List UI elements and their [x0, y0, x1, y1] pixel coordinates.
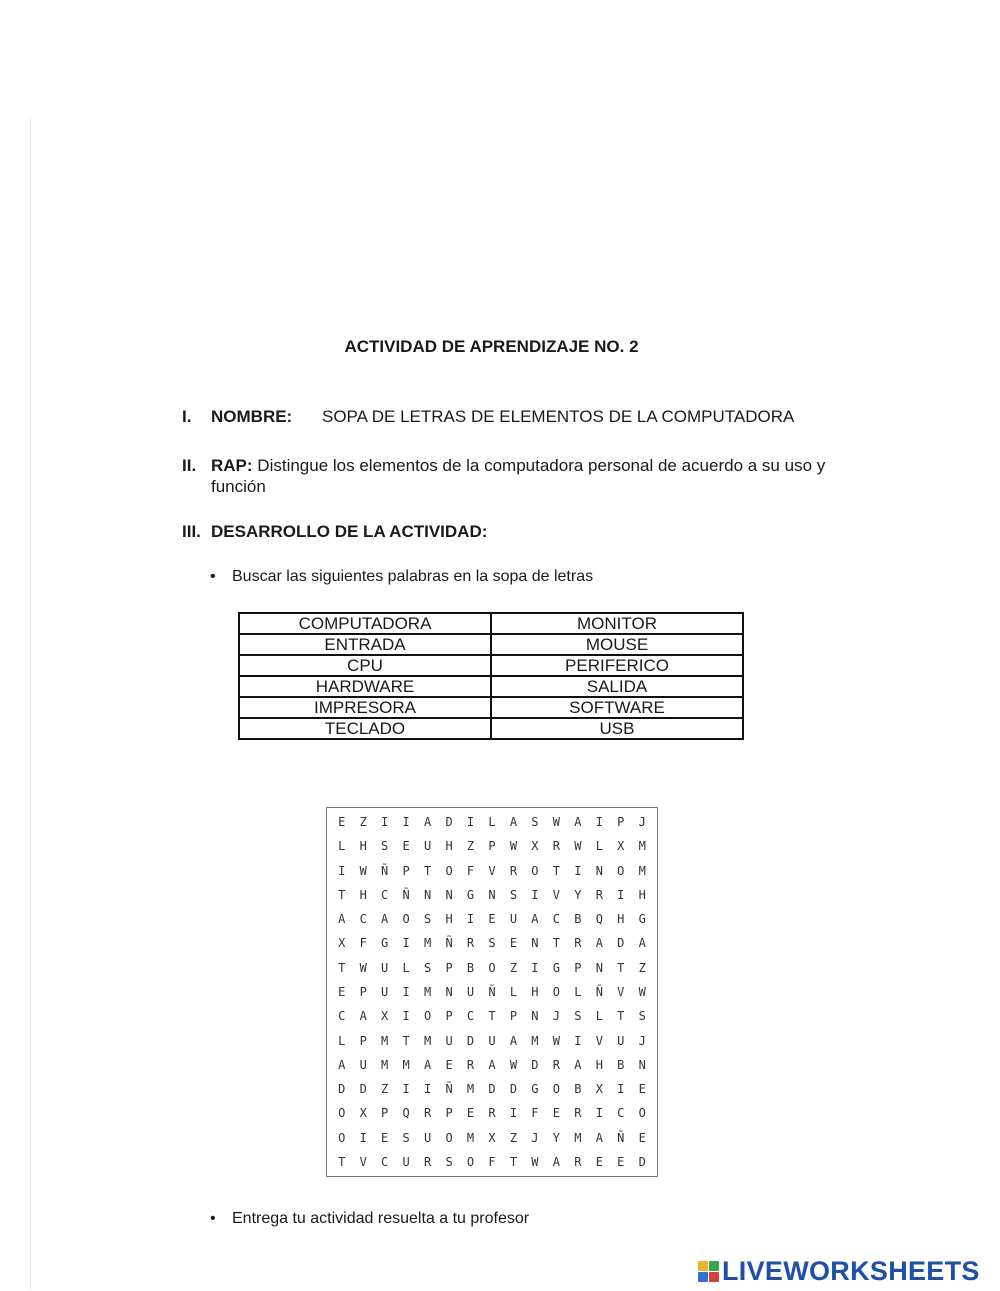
grid-letter: P	[402, 863, 410, 878]
grid-letter: U	[509, 912, 518, 927]
grid-letter: M	[638, 863, 646, 878]
grid-letter: E	[509, 936, 518, 951]
grid-letter: U	[381, 984, 389, 999]
word-cell: IMPRESORA	[239, 697, 491, 718]
grid-letter: W	[359, 863, 367, 878]
word-row	[239, 634, 743, 655]
grid-letter: N	[445, 887, 453, 902]
grid-letter: I	[466, 815, 475, 830]
word-cell: MONITOR	[491, 613, 743, 634]
word-row	[239, 718, 743, 739]
grid-letter: W	[509, 1057, 518, 1072]
grid-letter: U	[381, 960, 389, 975]
grid-letter: E	[617, 1154, 625, 1169]
grid-letter: V	[595, 1033, 603, 1048]
logo-icon	[698, 1261, 719, 1282]
grid-letter: X	[617, 839, 625, 854]
grid-letter: E	[445, 1057, 453, 1072]
grid-letter: M	[423, 936, 432, 951]
grid-letter: N	[531, 936, 539, 951]
grid-letter: A	[381, 912, 389, 927]
grid-letter: T	[617, 1009, 625, 1024]
grid-letter: B	[466, 960, 475, 975]
grid-letter: R	[595, 887, 603, 902]
grid-letter: H	[531, 984, 539, 999]
grid-letter: O	[445, 863, 453, 878]
grid-letter: O	[552, 984, 560, 999]
grid-letter: S	[381, 839, 389, 854]
grid-letter: I	[402, 1082, 410, 1097]
grid-letter: O	[338, 1130, 346, 1145]
grid-letter: D	[445, 815, 453, 830]
grid-letter: J	[638, 815, 646, 830]
grid-letter: G	[381, 936, 389, 951]
grid-letter: H	[617, 912, 625, 927]
grid-letter: M	[381, 1033, 389, 1048]
grid-letter: U	[488, 1033, 496, 1048]
grid-letter: P	[359, 984, 367, 999]
grid-letter: E	[595, 1154, 603, 1169]
bullet-dot: •	[210, 568, 216, 585]
grid-letter: S	[445, 1154, 453, 1169]
grid-letter: R	[552, 839, 560, 854]
grid-letter: Y	[574, 887, 582, 902]
grid-letter: U	[466, 984, 475, 999]
grid-letter: Ñ	[617, 1130, 625, 1145]
grid-letter: Z	[466, 839, 475, 854]
grid-letter: G	[638, 912, 646, 927]
grid-letter: O	[552, 1082, 560, 1097]
grid-letter: I	[595, 1106, 603, 1121]
grid-letter: U	[617, 1033, 625, 1048]
section-desarrollo	[182, 521, 822, 542]
grid-letter: P	[574, 960, 582, 975]
grid-letter: D	[617, 936, 625, 951]
grid-letter: R	[423, 1106, 432, 1121]
grid-letter: A	[509, 1033, 518, 1048]
word-cell: USB	[491, 718, 743, 739]
grid-letter: Y	[552, 1130, 560, 1145]
word-cell: MOUSE	[491, 634, 743, 655]
grid-letter: B	[617, 1057, 625, 1072]
grid-letter: A	[531, 912, 539, 927]
grid-letter: M	[638, 839, 646, 854]
grid-letter: A	[488, 1057, 496, 1072]
grid-letter: E	[552, 1106, 560, 1121]
grid-letter: F	[531, 1106, 539, 1121]
grid-letter: V	[359, 1154, 367, 1169]
grid-letter: Ñ	[488, 984, 496, 999]
grid-letter: W	[509, 839, 518, 854]
grid-letter: M	[466, 1130, 475, 1145]
grid-letter: P	[359, 1033, 367, 1048]
grid-letter: C	[381, 1154, 389, 1169]
grid-letter: L	[338, 1033, 346, 1048]
grid-letter: P	[445, 1009, 453, 1024]
grid-letter: P	[617, 815, 625, 830]
grid-letter: I	[617, 1082, 625, 1097]
grid-letter: H	[359, 839, 367, 854]
grid-letter: W	[552, 1033, 560, 1048]
grid-letter: T	[338, 960, 346, 975]
desarrollo-label: DESARROLLO DE LA ACTIVIDAD:	[211, 522, 488, 541]
word-cell: SALIDA	[491, 676, 743, 697]
grid-letter: S	[423, 912, 432, 927]
word-cell: CPU	[239, 655, 491, 676]
grid-letter: Q	[402, 1106, 410, 1121]
grid-letter: I	[423, 1082, 432, 1097]
grid-letter: Z	[359, 815, 367, 830]
grid-letter: O	[423, 1009, 432, 1024]
grid-letter: L	[509, 984, 518, 999]
grid-letter: I	[531, 887, 539, 902]
grid-letter: O	[445, 1130, 453, 1145]
grid-letter: D	[466, 1033, 475, 1048]
grid-letter: I	[574, 863, 582, 878]
liveworksheets-logo	[698, 1256, 980, 1286]
grid-letter: M	[423, 984, 432, 999]
grid-letter: I	[402, 815, 410, 830]
grid-letter: V	[617, 984, 625, 999]
grid-letter: E	[402, 839, 410, 854]
grid-letter: R	[552, 1057, 560, 1072]
grid-letter: T	[488, 1009, 496, 1024]
delivery-text: Entrega tu actividad resuelta a tu profesor	[232, 1210, 530, 1227]
grid-letter: O	[531, 863, 539, 878]
logo-square	[709, 1261, 719, 1271]
grid-letter: G	[466, 887, 475, 902]
grid-letter: N	[595, 960, 603, 975]
grid-letter: B	[574, 1082, 582, 1097]
grid-letter: U	[445, 1033, 453, 1048]
grid-letter: H	[359, 887, 367, 902]
grid-letter: X	[595, 1082, 603, 1097]
grid-letter: I	[595, 815, 603, 830]
grid-letter: C	[338, 1009, 346, 1024]
rap-label: RAP:	[211, 456, 253, 475]
grid-letter: E	[338, 984, 346, 999]
grid-letter: O	[488, 960, 496, 975]
instruction-text: Buscar las siguientes palabras en la sopa de letras	[232, 568, 594, 585]
grid-letter: U	[423, 1130, 432, 1145]
delivery-bullet	[210, 1210, 529, 1228]
grid-letter: T	[509, 1154, 518, 1169]
grid-letter: W	[574, 839, 582, 854]
grid-letter: D	[359, 1082, 367, 1097]
grid-letter: S	[488, 936, 496, 951]
section-number: II.	[182, 456, 197, 475]
grid-letter: J	[552, 1009, 560, 1024]
section-number: I.	[182, 407, 192, 426]
grid-letter: B	[574, 912, 582, 927]
grid-letter: H	[445, 839, 453, 854]
grid-letter: D	[638, 1154, 646, 1169]
grid-letter: R	[488, 1106, 496, 1121]
word-row	[239, 697, 743, 718]
grid-letter: P	[445, 960, 453, 975]
grid-letter: Ñ	[445, 936, 453, 951]
grid-letter: S	[574, 1009, 582, 1024]
word-cell: PERIFERICO	[491, 655, 743, 676]
grid-letter: I	[402, 936, 410, 951]
grid-letter: E	[381, 1130, 389, 1145]
grid-letter: G	[531, 1082, 539, 1097]
section-rap	[182, 455, 832, 497]
grid-letter: M	[466, 1082, 475, 1097]
word-cell: COMPUTADORA	[239, 613, 491, 634]
grid-letter: T	[552, 936, 560, 951]
grid-letter: A	[638, 936, 646, 951]
grid-letter: Z	[638, 960, 646, 975]
grid-letter: Z	[509, 1130, 518, 1145]
grid-letter: D	[531, 1057, 539, 1072]
grid-letter: M	[381, 1057, 389, 1072]
grid-letter: N	[638, 1057, 646, 1072]
grid-letter: R	[509, 863, 518, 878]
grid-letter: D	[509, 1082, 518, 1097]
grid-letter: A	[338, 912, 346, 927]
grid-letter: W	[531, 1154, 539, 1169]
grid-letter: D	[488, 1082, 496, 1097]
grid-letter: T	[338, 887, 346, 902]
grid-letter: U	[359, 1057, 367, 1072]
grid-letter: P	[509, 1009, 518, 1024]
nombre-label: NOMBRE:	[211, 407, 293, 426]
word-cell: TECLADO	[239, 718, 491, 739]
grid-letter: A	[338, 1057, 346, 1072]
rap-text: Distingue los elementos de la computadora personal de acuerdo a su uso y función	[211, 456, 826, 496]
grid-letter: P	[488, 839, 496, 854]
grid-letter: Q	[595, 912, 603, 927]
grid-letter: V	[552, 887, 560, 902]
grid-letter: T	[423, 863, 432, 878]
grid-letter: A	[552, 1154, 560, 1169]
word-row	[239, 655, 743, 676]
grid-letter: L	[488, 815, 496, 830]
grid-letter: R	[574, 1106, 582, 1121]
page-edge	[30, 118, 31, 1290]
bullet-dot: •	[210, 1210, 216, 1227]
grid-letter: I	[466, 912, 475, 927]
grid-letter: L	[595, 1009, 603, 1024]
grid-letter: X	[488, 1130, 496, 1145]
grid-letter: A	[595, 936, 603, 951]
grid-letter: I	[402, 984, 410, 999]
grid-letter: U	[402, 1154, 410, 1169]
grid-letter: X	[359, 1106, 367, 1121]
grid-letter: I	[381, 815, 389, 830]
grid-letter: P	[445, 1106, 453, 1121]
word-cell: SOFTWARE	[491, 697, 743, 718]
grid-letter: A	[359, 1009, 367, 1024]
grid-letter: R	[423, 1154, 432, 1169]
page-title: ACTIVIDAD DE APRENDIZAJE NO. 2	[344, 337, 639, 356]
grid-letter: A	[423, 1057, 432, 1072]
grid-letter: Ñ	[445, 1082, 453, 1097]
grid-letter: V	[488, 863, 496, 878]
word-list-table	[238, 612, 744, 740]
grid-letter: N	[531, 1009, 539, 1024]
grid-letter: I	[359, 1130, 367, 1145]
grid-letter: R	[466, 1057, 475, 1072]
grid-letter: G	[552, 960, 560, 975]
logo-square	[709, 1272, 719, 1282]
grid-letter: I	[531, 960, 539, 975]
grid-letter: C	[552, 912, 560, 927]
grid-letter: N	[488, 887, 496, 902]
grid-letter: O	[617, 863, 625, 878]
grid-letter: C	[617, 1106, 625, 1121]
grid-letter: X	[381, 1009, 389, 1024]
grid-letter: O	[338, 1106, 346, 1121]
grid-letter: L	[595, 839, 603, 854]
grid-letter: I	[338, 863, 346, 878]
word-cell: ENTRADA	[239, 634, 491, 655]
word-cell: HARDWARE	[239, 676, 491, 697]
grid-letter: W	[552, 815, 560, 830]
grid-letter: Ñ	[381, 863, 389, 878]
grid-letter: N	[445, 984, 453, 999]
grid-letter: E	[338, 815, 346, 830]
grid-letter: T	[402, 1033, 410, 1048]
grid-letter: W	[638, 984, 646, 999]
grid-letter: E	[638, 1082, 646, 1097]
grid-letter: R	[574, 936, 582, 951]
grid-letter: Ñ	[402, 887, 410, 902]
grid-letter: T	[338, 1154, 346, 1169]
grid-letter: E	[638, 1130, 646, 1145]
grid-letter: N	[423, 887, 432, 902]
word-row	[239, 613, 743, 634]
grid-letter: M	[574, 1130, 582, 1145]
grid-letter: S	[531, 815, 539, 830]
grid-letter: M	[402, 1057, 410, 1072]
grid-letter: N	[595, 863, 603, 878]
grid-letter: L	[402, 960, 410, 975]
grid-letter: S	[509, 887, 518, 902]
grid-letter: S	[638, 1009, 646, 1024]
nombre-value: SOPA DE LETRAS DE ELEMENTOS DE LA COMPUTADORA	[322, 407, 795, 426]
grid-letter: O	[402, 912, 410, 927]
word-search-grid	[326, 807, 658, 1177]
grid-letter: I	[617, 887, 625, 902]
grid-letter: A	[574, 815, 582, 830]
grid-letter: S	[402, 1130, 410, 1145]
word-row	[239, 676, 743, 697]
grid-letter: E	[488, 912, 496, 927]
grid-letter: F	[488, 1154, 496, 1169]
grid-letter: C	[359, 912, 367, 927]
grid-letter: A	[423, 815, 432, 830]
grid-letter: Z	[381, 1082, 389, 1097]
grid-letter: C	[381, 887, 389, 902]
grid-letter: E	[466, 1106, 475, 1121]
grid-letter: Ñ	[595, 984, 603, 999]
grid-letter: A	[574, 1057, 582, 1072]
grid-letter: I	[402, 1009, 410, 1024]
grid-letter: R	[574, 1154, 582, 1169]
grid-letter: L	[574, 984, 582, 999]
grid-letter: P	[381, 1106, 389, 1121]
logo-square	[698, 1261, 708, 1271]
grid-letter: R	[466, 936, 475, 951]
grid-letter: F	[466, 863, 475, 878]
grid-letter: M	[531, 1033, 539, 1048]
section-nombre	[182, 406, 822, 427]
logo-square	[698, 1272, 708, 1282]
grid-letter: T	[617, 960, 625, 975]
logo-text: LIVEWORKSHEETS	[722, 1255, 980, 1286]
grid-letter: S	[423, 960, 432, 975]
grid-letter: X	[338, 936, 346, 951]
grid-letter: C	[466, 1009, 475, 1024]
grid-letter: I	[509, 1106, 518, 1121]
grid-letter: H	[595, 1057, 603, 1072]
grid-letter: L	[338, 839, 346, 854]
grid-letter: F	[359, 936, 367, 951]
grid-letter: O	[466, 1154, 475, 1169]
grid-letter: U	[423, 839, 432, 854]
grid-letter: M	[423, 1033, 432, 1048]
grid-letter: Z	[509, 960, 518, 975]
grid-letter: T	[552, 863, 560, 878]
grid-letter: X	[531, 839, 539, 854]
section-number: III.	[182, 522, 201, 541]
grid-letter: H	[638, 887, 646, 902]
grid-letter: J	[638, 1033, 646, 1048]
grid-letter: A	[509, 815, 518, 830]
grid-letter: D	[338, 1082, 346, 1097]
grid-letter: I	[574, 1033, 582, 1048]
grid-letter: O	[638, 1106, 646, 1121]
grid-letter: H	[445, 912, 453, 927]
instruction-bullet	[210, 568, 593, 586]
grid-letter: A	[595, 1130, 603, 1145]
grid-letter: J	[531, 1130, 539, 1145]
grid-letter: W	[359, 960, 367, 975]
